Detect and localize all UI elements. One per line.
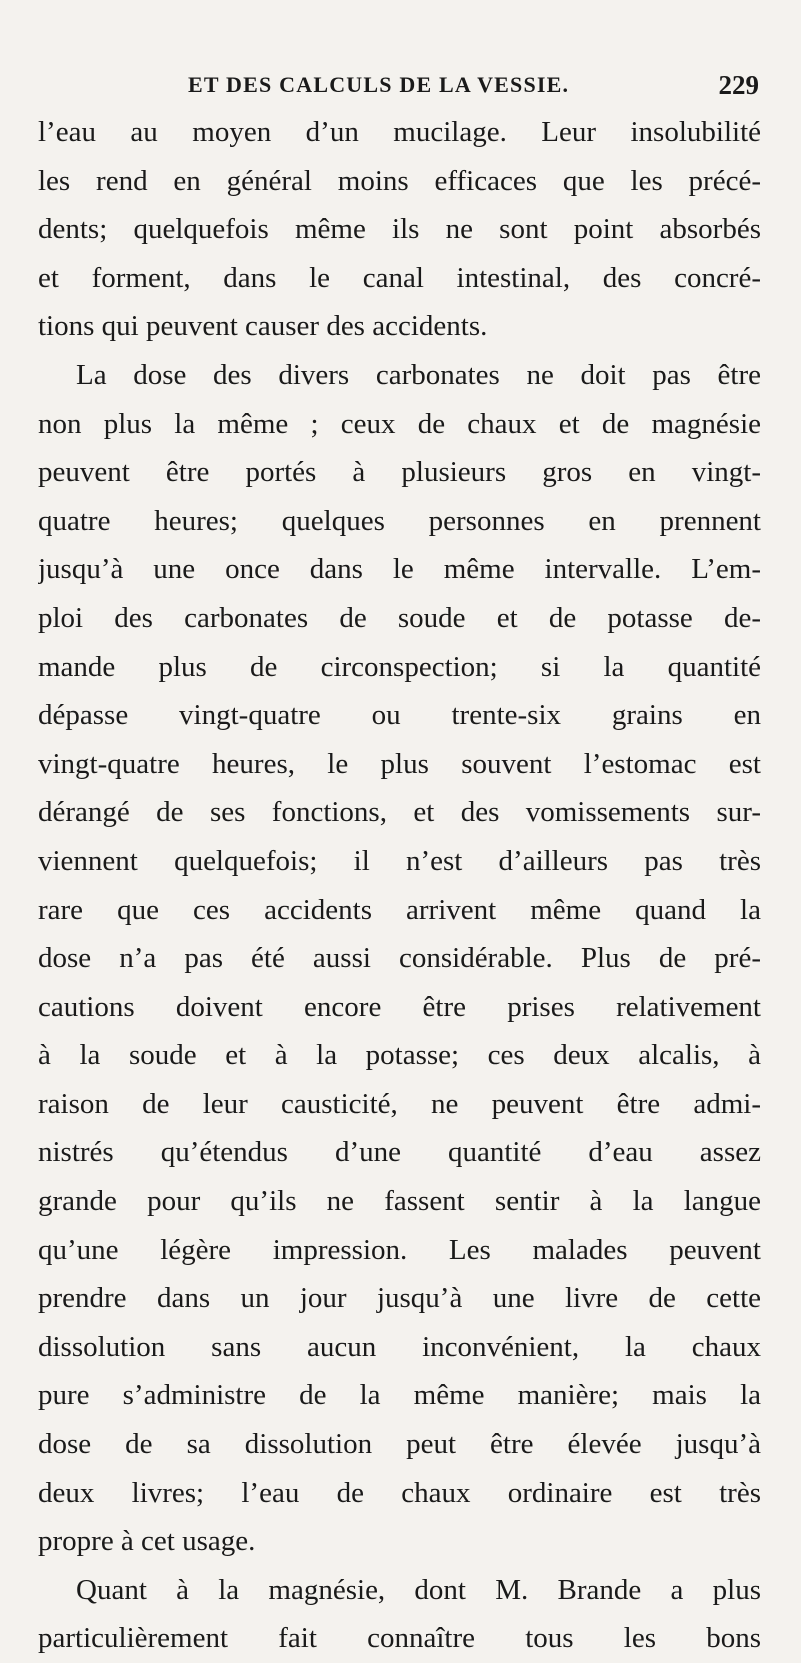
text-line: qu’une légère impression. Les malades peuvent (38, 1233, 761, 1266)
text-line: viennent quelquefois; il n’est d’ailleurs pas très (38, 844, 761, 877)
text-line: pure s’administre de la même manière; mais la (38, 1379, 761, 1412)
running-title: ET DES CALCULS DE LA VESSIE. (188, 72, 570, 97)
text-line: Quant à la magnésie, dont M. Brande a plus (76, 1573, 761, 1606)
text-line: non plus la même ; ceux de chaux et de magnésie (38, 407, 761, 440)
text-line: La dose des divers carbonates ne doit pas être (76, 358, 761, 391)
text-line: dose de sa dissolution peut être élevée jusqu’à (38, 1428, 761, 1461)
text-line: ploi des carbonates de soude et de potasse de- (38, 601, 761, 634)
text-line: et forment, dans le canal intestinal, des concré- (38, 261, 761, 294)
text-line: quatre heures; quelques personnes en prennent (38, 504, 761, 537)
text-line: à la soude et à la potasse; ces deux alcalis, à (38, 1039, 761, 1072)
text-line: jusqu’à une once dans le même intervalle. L’em- (38, 553, 761, 586)
page-number: 229 (718, 70, 759, 100)
text-line: cautions doivent encore être prises relativement (38, 990, 761, 1023)
text-line: propre à cet usage. (38, 1525, 256, 1558)
text-line: peuvent être portés à plusieurs gros en vingt- (38, 456, 761, 489)
text-line: grande pour qu’ils ne fassent sentir à la langue (38, 1185, 761, 1218)
text-line: dépasse vingt-quatre ou trente-six grains en (38, 699, 761, 732)
running-head (38, 72, 761, 106)
text-line: dissolution sans aucun inconvénient, la chaux (38, 1330, 761, 1363)
text-line: tions qui peuvent causer des accidents. (38, 310, 488, 343)
text-line: dérangé de ses fonctions, et des vomissements sur- (38, 796, 761, 829)
text-line: dose n’a pas été aussi considérable. Plus de pré- (38, 942, 761, 975)
body-text (38, 108, 761, 1663)
text-line: les rend en général moins efficaces que les précé- (38, 164, 761, 197)
text-line: vingt-quatre heures, le plus souvent l’estomac est (38, 747, 761, 780)
text-line: mande plus de circonspection; si la quantité (38, 650, 761, 683)
text-line: l’eau au moyen d’un mucilage. Leur insolubilité (38, 116, 761, 148)
text-line: raison de leur causticité, ne peuvent être admi- (38, 1087, 761, 1120)
text-line: particulièrement fait connaître tous les bons (38, 1622, 761, 1655)
text-line: dents; quelquefois même ils ne sont point absorbés (38, 213, 761, 246)
text-line: nistrés qu’étendus d’une quantité d’eau assez (38, 1136, 761, 1169)
text-line: deux livres; l’eau de chaux ordinaire est très (38, 1476, 761, 1509)
text-line: rare que ces accidents arrivent même quand la (38, 893, 761, 926)
text-line: prendre dans un jour jusqu’à une livre de cette (38, 1282, 761, 1315)
